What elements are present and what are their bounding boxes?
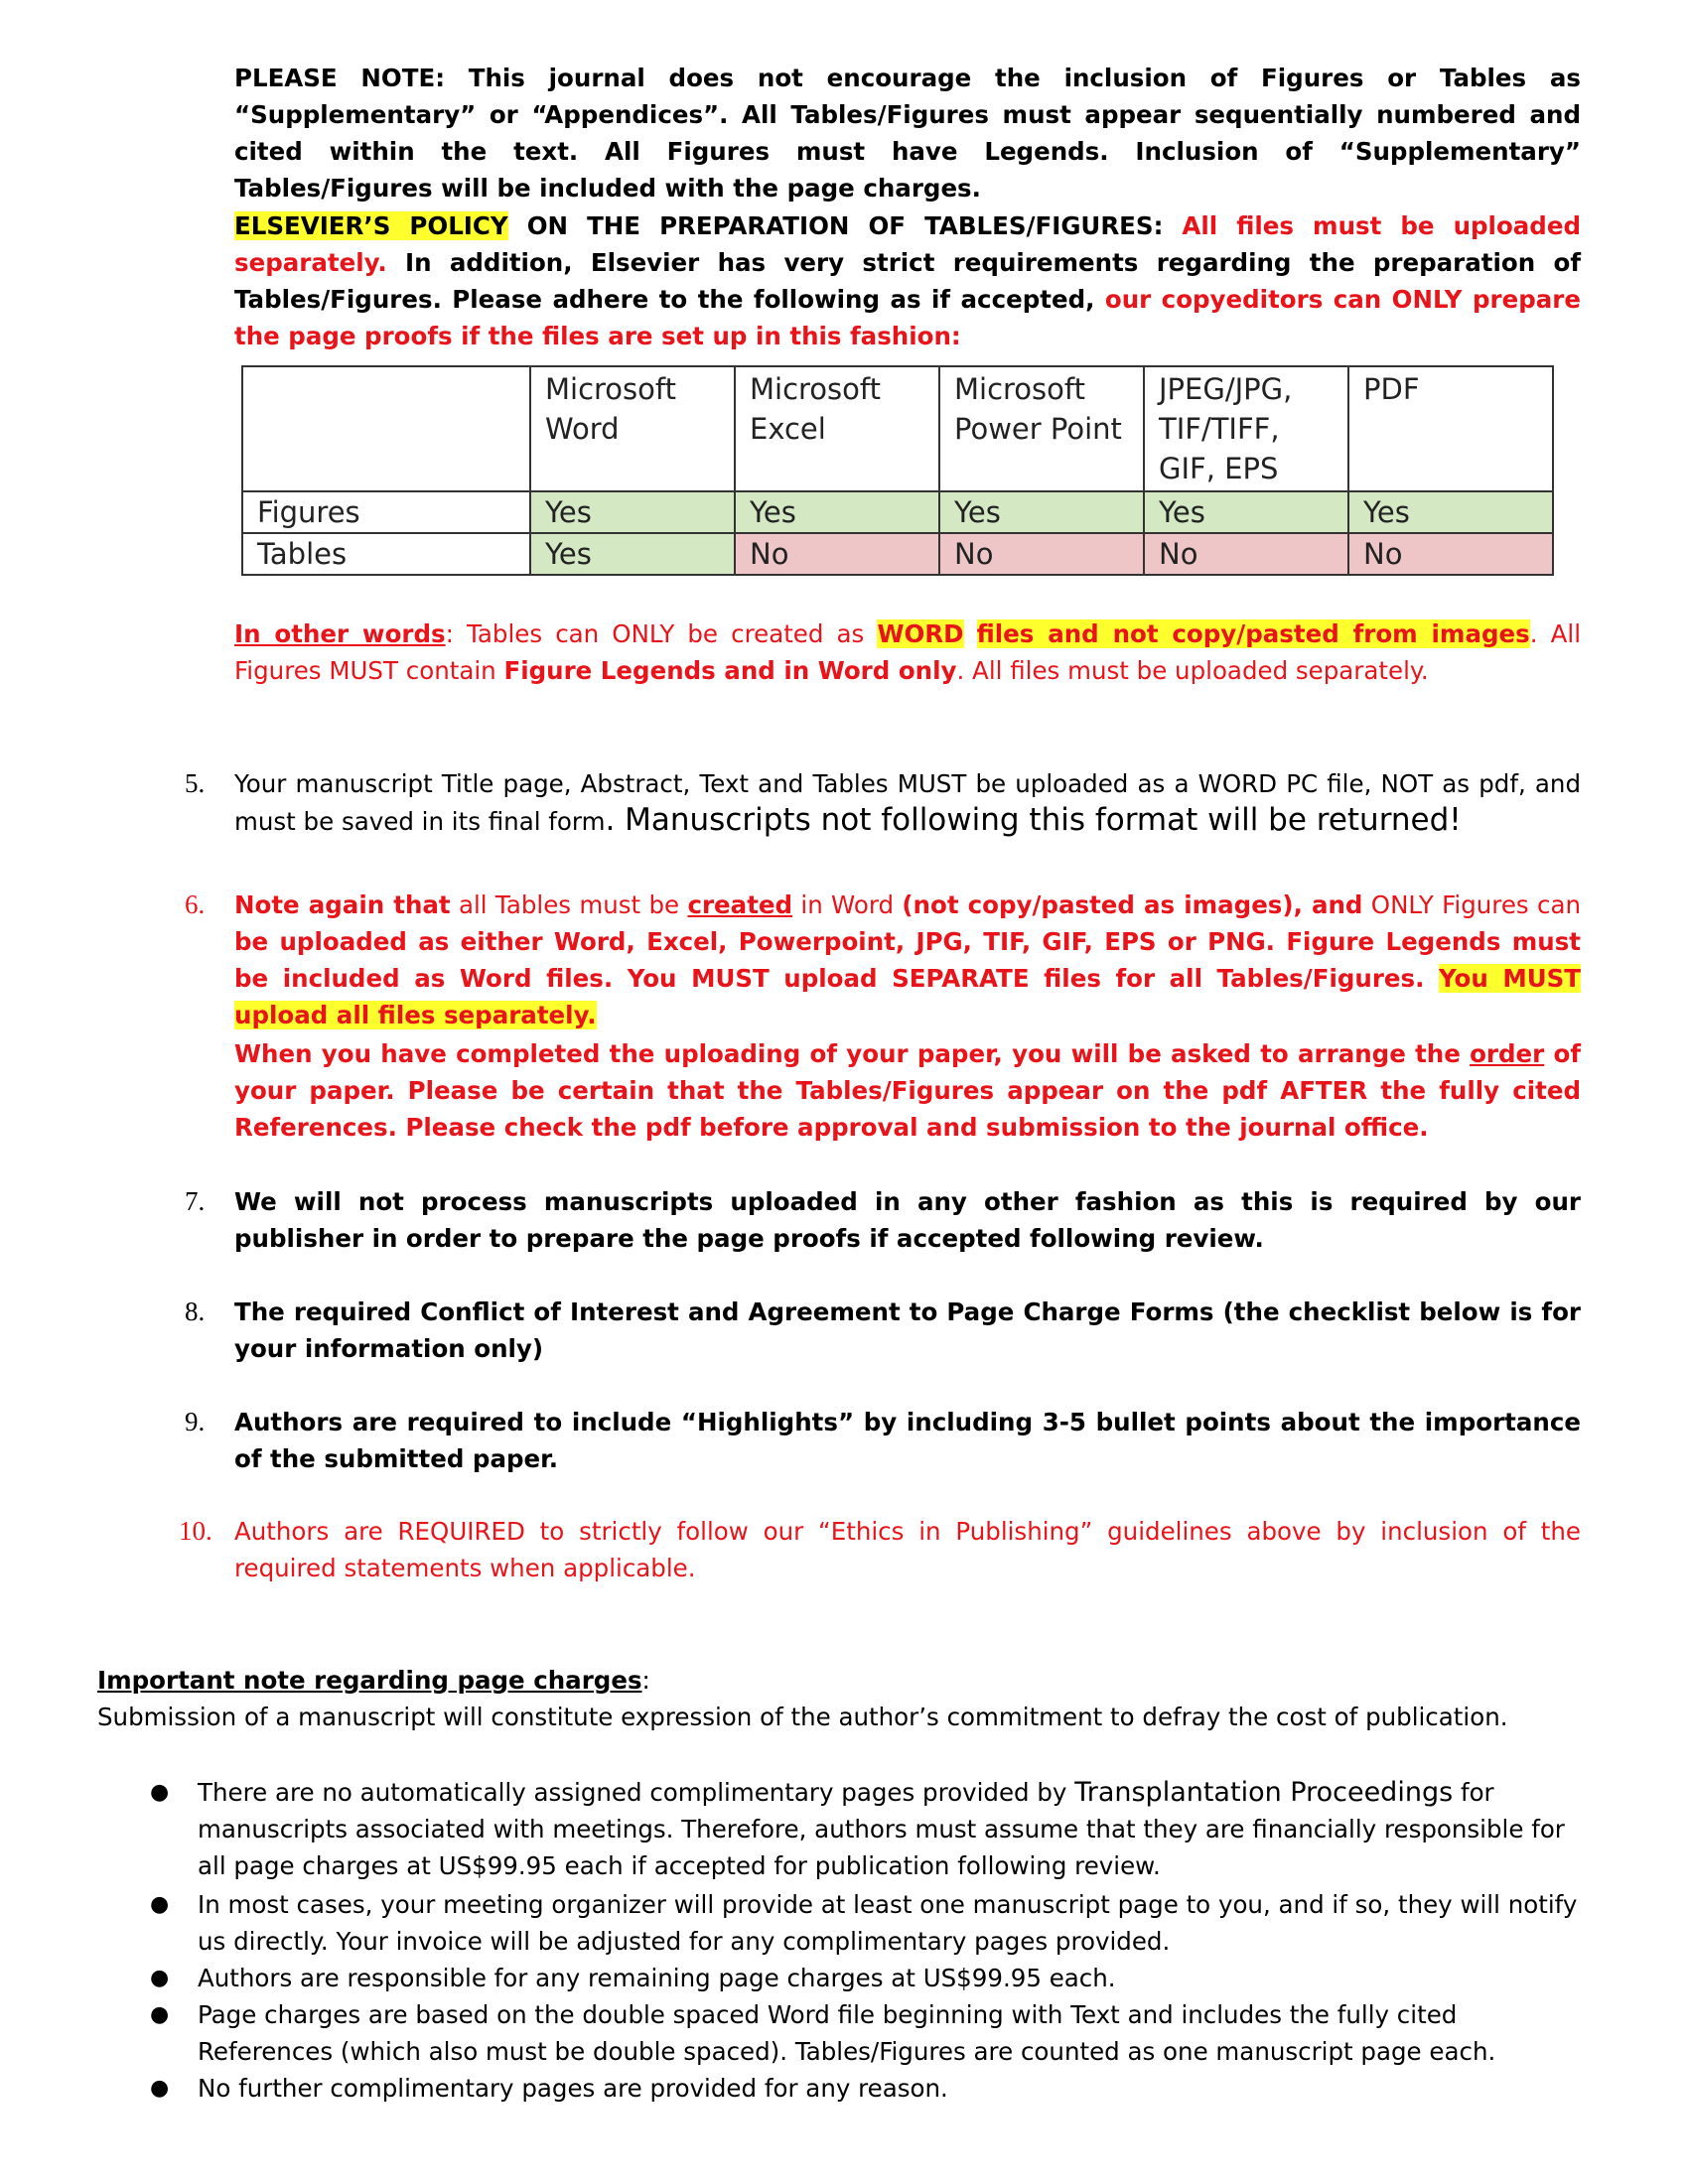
policy-body: In addition, Elsevier has very strict requirements regarding the preparation of Tables/Figures. Please adhere to the following as if accepted, bbox=[234, 248, 1581, 314]
legends-bold: Figure Legends and in Word only bbox=[503, 656, 957, 685]
list-item bbox=[150, 1886, 1580, 1960]
other-words-paragraph bbox=[234, 615, 1581, 689]
page-charges-intro: Submission of a manuscript will constitute expression of the author’s commitment to defray the cost of publication. bbox=[97, 1703, 1508, 1731]
please-note-text: PLEASE NOTE: This journal does not encourage the inclusion of Figures or Tables as “Supplementary” or “Appendices”. All Tables/Figures must appear sequentially numbered and cited within the text. All Figures must have Legends. Inclusion of “Supplementary” Tables/Figures will be included with the page charges. bbox=[234, 64, 1581, 203]
item-6-created: created bbox=[687, 890, 793, 919]
item-6-part: be uploaded as either Word, Excel, Powerpoint, JPG, TIF, GIF, EPS or PNG. Figure Legends must be included as Word files. You MUST upload SEPARATE files for all Tables/Figures. bbox=[234, 927, 1581, 993]
table-cell: Yes bbox=[530, 533, 735, 575]
item-6-order-underlined: order bbox=[1470, 1039, 1545, 1068]
bullet-icon: ● bbox=[150, 2076, 170, 2101]
item-6-text bbox=[234, 887, 1581, 1033]
item-6-part: all Tables must be bbox=[450, 890, 688, 919]
item-6-order-part: When you have completed the uploading of your paper, you will be asked to arrange the bbox=[234, 1039, 1471, 1068]
policy-lead: ON THE PREPARATION OF TABLES/FIGURES: bbox=[507, 211, 1183, 240]
table-cell: No bbox=[1348, 533, 1553, 575]
other-words-lead: In other words bbox=[234, 619, 446, 648]
item-number: 8. bbox=[185, 1297, 206, 1326]
please-note-paragraph bbox=[234, 60, 1581, 206]
list-item bbox=[150, 1996, 1580, 2070]
item-6-part: (not copy/pasted as images), and bbox=[902, 890, 1363, 919]
item-6-part: Note again that bbox=[234, 890, 451, 919]
table-cell: No bbox=[1144, 533, 1348, 575]
item-8-text: The required Conflict of Interest and Agreement to Page Charge Forms (the checklist below is for your information only) bbox=[234, 1297, 1581, 1363]
page-charges-colon: : bbox=[641, 1666, 650, 1695]
journal-name: Transplantation Proceedings bbox=[1074, 1777, 1454, 1808]
table-row-label: Figures bbox=[242, 491, 530, 533]
bullet-icon: ● bbox=[150, 1892, 170, 1917]
item-5-body: Your manuscript Title page, Abstract, Text and Tables MUST be uploaded as a WORD PC file, NOT as pdf, and must be saved in its final form bbox=[234, 769, 1581, 836]
policy-red-copyeditors: our copyeditors can ONLY prepare the page proofs if the files are set up in this fashion: bbox=[234, 285, 1581, 350]
bullet-text: In most cases, your meeting organizer will provide at least one manuscript page to you, and if so, they will notify us directly. Your invoice will be adjusted for any complimentary pages provided. bbox=[198, 1890, 1578, 1956]
files-highlight: files and not copy/pasted from images bbox=[976, 619, 1530, 648]
page-charges-list bbox=[150, 1774, 1580, 2107]
bullet-text: No further complimentary pages are provided for any reason. bbox=[198, 2074, 948, 2103]
bullet-icon: ● bbox=[150, 2002, 170, 2027]
elsevier-policy-paragraph bbox=[234, 207, 1581, 354]
bullet-text: Page charges are based on the double spaced Word file beginning with Text and includes the fully cited References (which also must be double spaced). Tables/Figures are counted as one manuscript page each. bbox=[198, 2000, 1496, 2066]
table-cell: No bbox=[735, 533, 939, 575]
table-header-cell: JPEG/JPG, TIF/TIFF, GIF, EPS bbox=[1144, 366, 1348, 491]
bullet-icon: ● bbox=[150, 1966, 170, 1990]
table-cell: Yes bbox=[1144, 491, 1348, 533]
item-6-order-part: of your paper. Please be certain that the Tables/Figures appear on the pdf AFTER the fully cited References. Please check the pdf before approval and submission to the journal office. bbox=[234, 1039, 1581, 1142]
item-number: 7. bbox=[185, 1186, 206, 1216]
other-words-tail: . All files must be uploaded separately. bbox=[956, 656, 1429, 685]
item-5-text bbox=[234, 765, 1581, 840]
list-item bbox=[150, 1960, 1580, 1996]
list-item bbox=[150, 1774, 1580, 1884]
table-row-figures bbox=[242, 491, 1553, 533]
table-header-cell: PDF bbox=[1348, 366, 1553, 491]
table-cell: No bbox=[939, 533, 1144, 575]
item-6-part: ONLY Figures can bbox=[1362, 890, 1582, 919]
table-header-cell: Microsoft Word bbox=[530, 366, 735, 491]
policy-red-upload: All files must be uploaded separately. bbox=[234, 211, 1581, 277]
item-7-text: We will not process manuscripts uploaded in any other fashion as this is required by our publisher in order to prepare the page proofs if accepted following review. bbox=[234, 1187, 1581, 1253]
table-row-tables bbox=[242, 533, 1553, 575]
table-cell: Yes bbox=[530, 491, 735, 533]
table-header-cell: Microsoft Power Point bbox=[939, 366, 1144, 491]
other-words-colon: : Tables can ONLY be created as bbox=[445, 619, 878, 648]
space bbox=[964, 619, 977, 648]
bullet-text: There are no automatically assigned complimentary pages provided by bbox=[198, 1778, 1075, 1807]
item-number: 9. bbox=[185, 1407, 206, 1436]
table-row-label: Tables bbox=[242, 533, 530, 575]
item-number: 6. bbox=[185, 889, 206, 919]
page-charges-heading bbox=[97, 1662, 1587, 1699]
table-header-row bbox=[242, 366, 1553, 491]
bullet-text: for manuscripts associated with meetings. Therefore, authors must assume that they are financially responsible for all page charges at US$99.95 each if accepted for publication following review. bbox=[198, 1778, 1565, 1880]
table-header-cell: Microsoft Excel bbox=[735, 366, 939, 491]
item-number: 10. bbox=[179, 1516, 212, 1546]
item-5-warning: . Manuscripts not following this format will be returned! bbox=[605, 802, 1462, 838]
table-cell: Yes bbox=[1348, 491, 1553, 533]
item-6-part: in Word bbox=[792, 890, 903, 919]
item-9-text: Authors are required to include “Highlights” by including 3-5 bullet points about the importance of the submitted paper. bbox=[234, 1408, 1581, 1473]
list-item bbox=[150, 2070, 1580, 2107]
table-cell: Yes bbox=[939, 491, 1144, 533]
table-cell: Yes bbox=[735, 491, 939, 533]
item-number: 5. bbox=[185, 768, 206, 798]
bullet-icon: ● bbox=[150, 1780, 170, 1805]
item-6-order-paragraph bbox=[234, 1035, 1581, 1146]
word-highlight: WORD bbox=[877, 619, 964, 648]
item-6-highlight: You MUST upload all files separately. bbox=[234, 964, 1581, 1029]
other-words-mid: . All Figures MUST contain bbox=[234, 619, 1582, 685]
item-10-text: Authors are REQUIRED to strictly follow our “Ethics in Publishing” guidelines above by inclusion of the required statements when applicable. bbox=[234, 1517, 1581, 1582]
table-header-cell bbox=[242, 366, 530, 491]
file-format-table bbox=[241, 365, 1554, 576]
bullet-text: Authors are responsible for any remaining page charges at US$99.95 each. bbox=[198, 1964, 1116, 1992]
page-charges-title: Important note regarding page charges bbox=[97, 1666, 642, 1695]
elsevier-policy-highlight: ELSEVIER’S POLICY bbox=[234, 211, 508, 240]
